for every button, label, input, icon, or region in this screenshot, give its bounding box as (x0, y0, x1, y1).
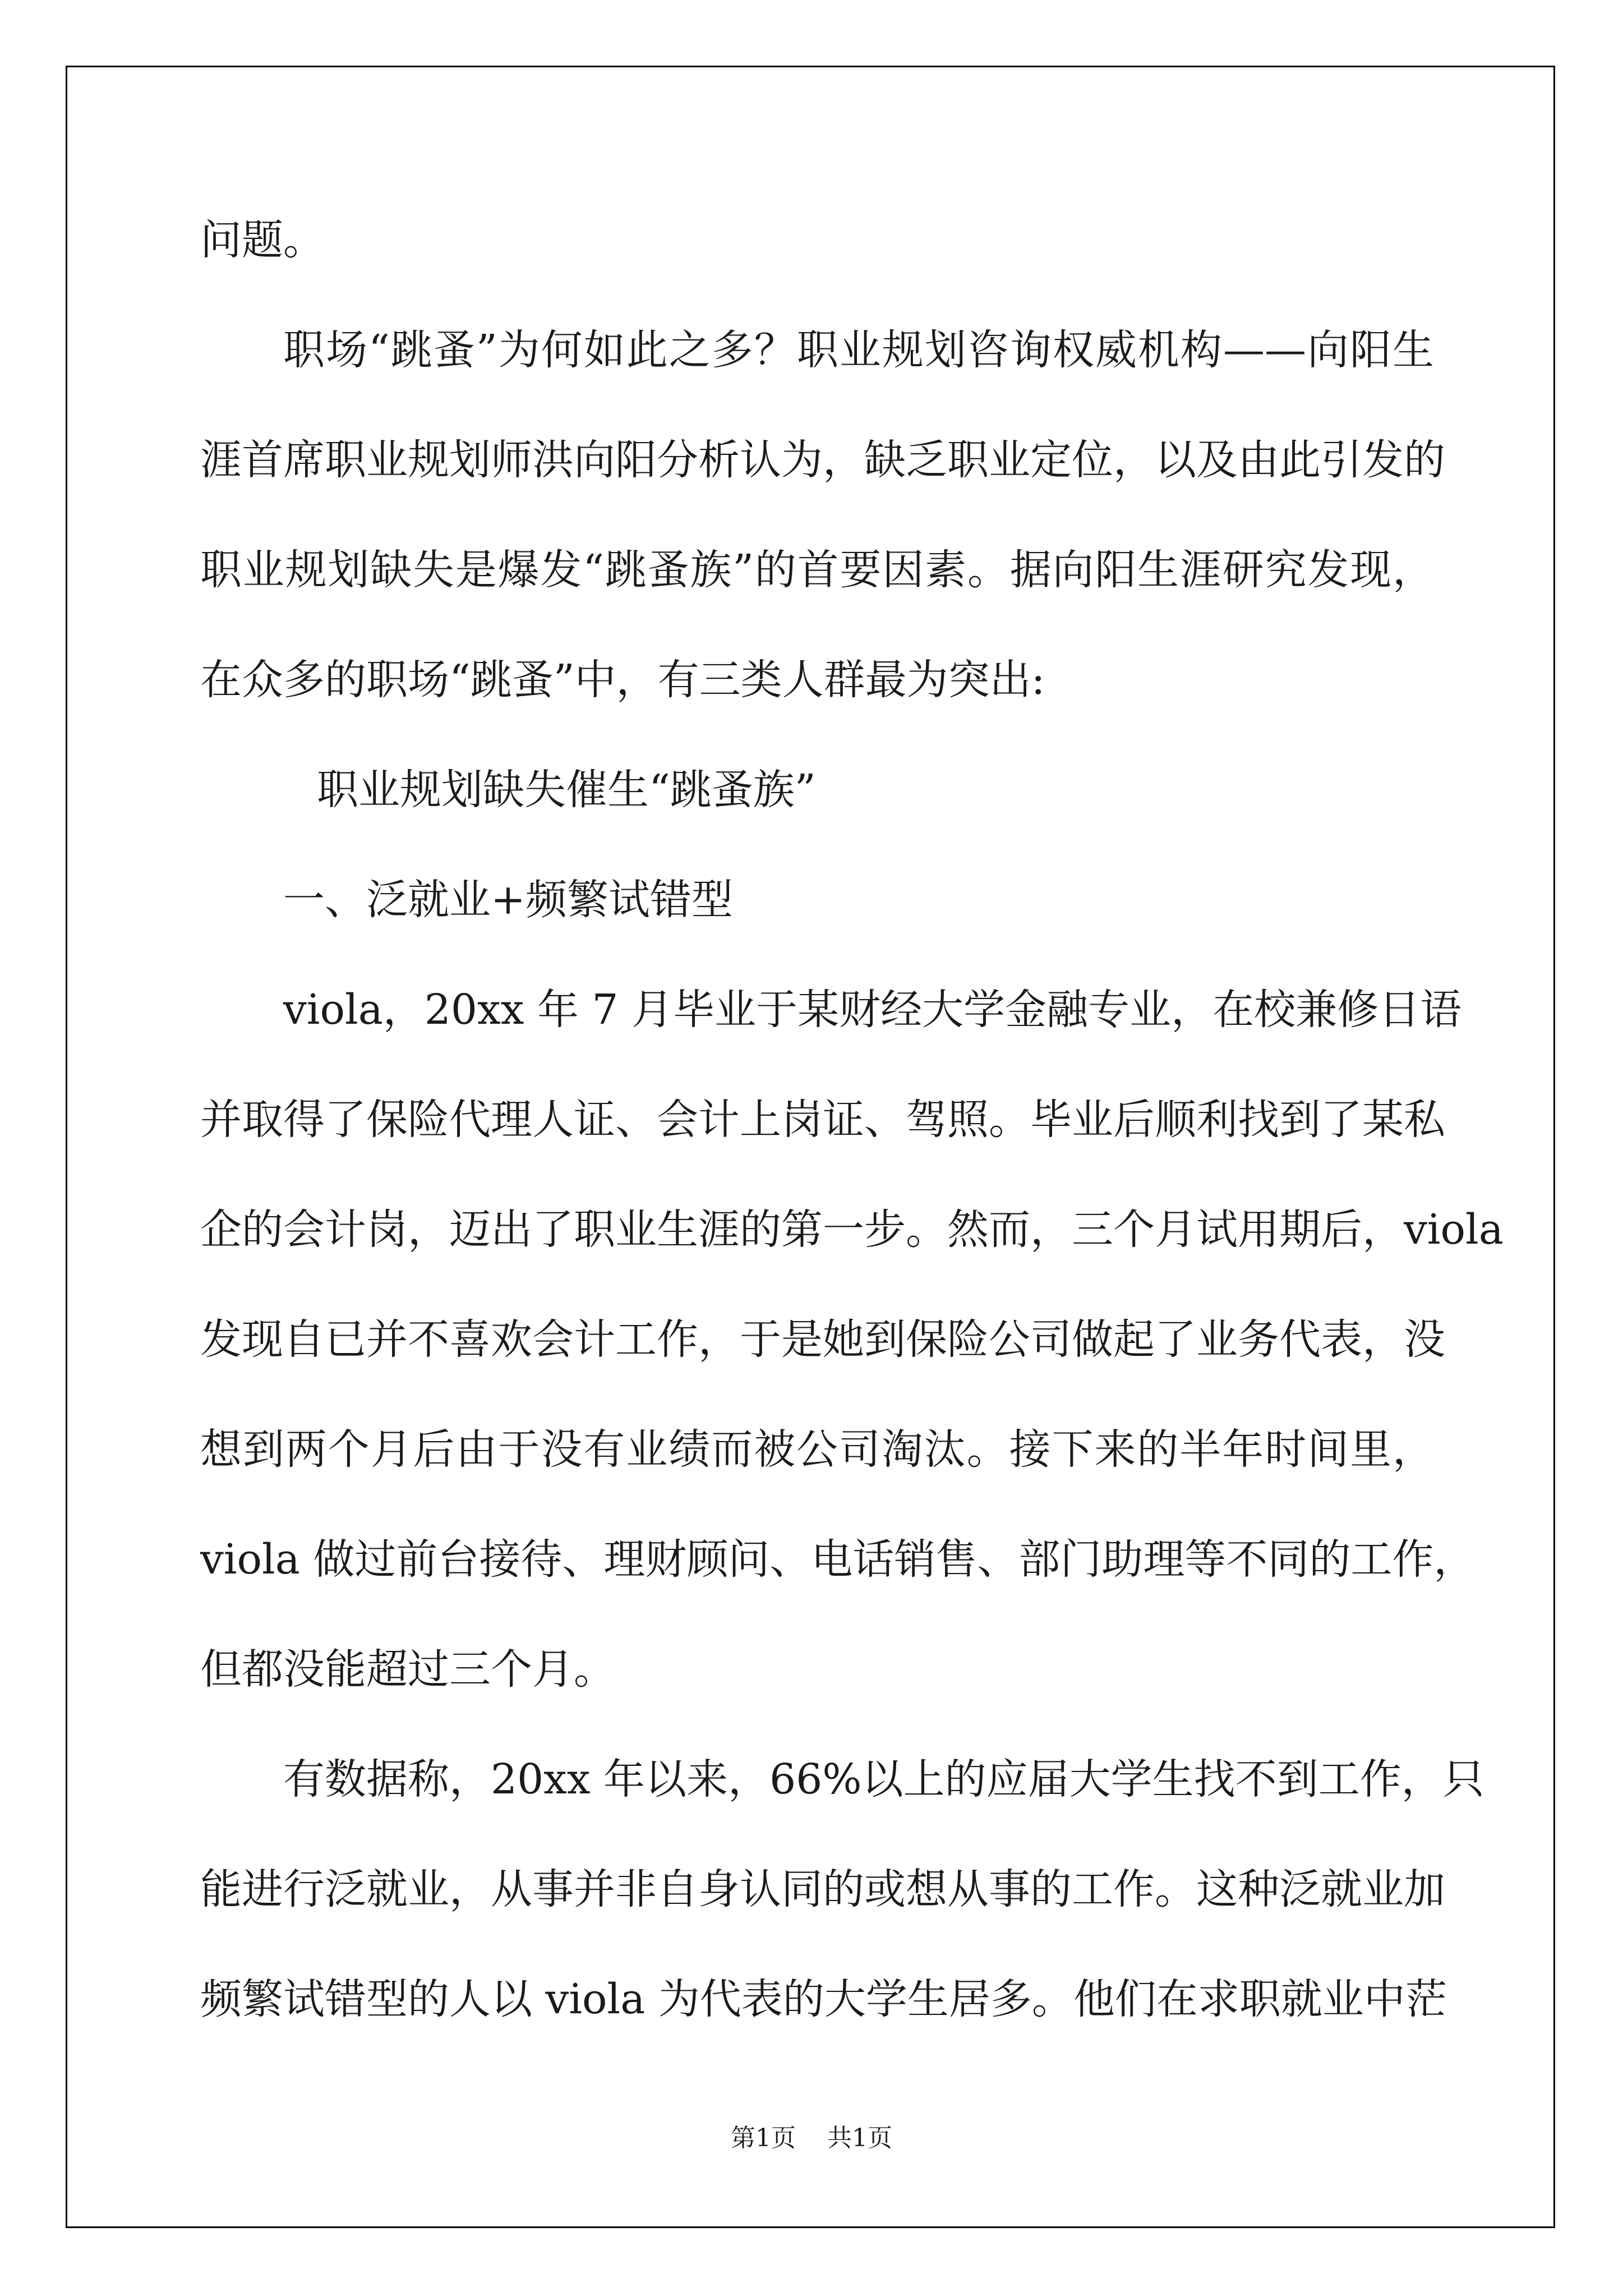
section-heading: 职业规划缺失催生“跳蚤族” (317, 766, 816, 814)
text-line: 能进行泛就业，从事并非自身认同的或想从事的工作。这种泛就业加 (200, 1865, 1445, 1913)
text-line: 问题。 (200, 216, 325, 264)
page-footer (0, 2118, 1623, 2154)
text-line: 发现自已并不喜欢会计工作，于是她到保险公司做起了业务代表，没 (200, 1315, 1445, 1364)
text-line: 涯首席职业规划师洪向阳分析认为，缺乏职业定位，以及由此引发的 (200, 436, 1445, 484)
text-line: 想到两个月后由于没有业绩而被公司淘汰。接下来的半年时间里， (200, 1425, 1434, 1474)
text-line: viola，20xx 年 7 月毕业于某财经大学金融专业，在校兼修日语 (283, 986, 1462, 1034)
text-line: 但都没能超过三个月。 (200, 1645, 615, 1694)
page-total: 共1页 (827, 2124, 892, 2152)
document-body (200, 185, 1504, 2054)
text-line: 职业规划缺失是爆发“跳蚤族”的首要因素。据向阳生涯研究发现， (200, 546, 1434, 594)
text-line: viola 做过前台接待、理财顾问、电话销售、部门助理等不同的工作， (200, 1535, 1476, 1584)
text-line: 有数据称，20xx 年以来，66%以上的应届大学生找不到工作，只 (283, 1755, 1484, 1803)
text-line: 职场“跳蚤”为何如此之多？职业规划咨询权威机构——向阳生 (283, 326, 1434, 374)
text-line: 在众多的职场“跳蚤”中，有三类人群最为突出: (200, 656, 1045, 704)
page-number: 第1页 (731, 2124, 796, 2152)
subsection-heading: 一、泛就业+频繁试错型 (283, 876, 734, 924)
text-line: 频繁试错型的人以 viola 为代表的大学生居多。他们在求职就业中茫 (200, 1975, 1447, 2023)
text-line: 并取得了保险代理人证、会计上岗证、驾照。毕业后顺利找到了某私 (200, 1096, 1445, 1144)
text-line: 企的会计岗，迈出了职业生涯的第一步。然而，三个月试用期后，viola (200, 1205, 1504, 1254)
